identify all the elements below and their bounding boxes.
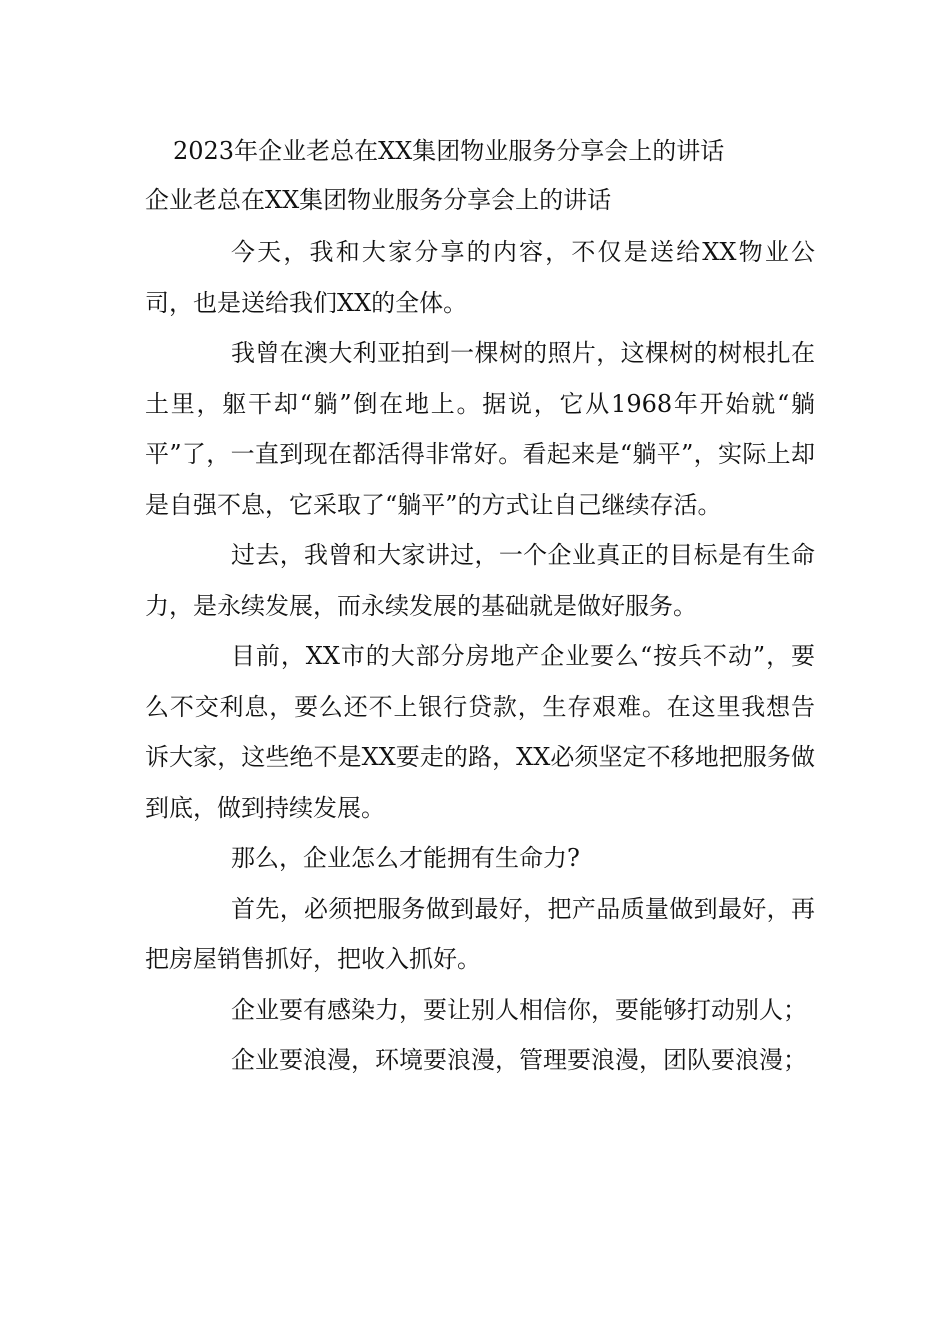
paragraph: 我曾在澳大利亚拍到一棵树的照片，这棵树的树根扎在土里，躯干却“躺”倒在地上。据说，它从1968年开始就“躺平”了，一直到现在都活得非常好。看起来是“躺平”，实际上却是自强不息，它采取了“躺平”的方式让自己继续存活。 xyxy=(145,339,815,519)
document-body xyxy=(145,227,815,1086)
paragraph: 企业要浪漫，环境要浪漫，管理要浪漫，团队要浪漫； xyxy=(231,1046,807,1074)
paragraph: 今天，我和大家分享的内容，不仅是送给XX物业公司，也是送给我们XX的全体。 xyxy=(145,238,815,317)
document-subtitle: 企业老总在XX集团物业服务分享会上的讲话 xyxy=(145,186,612,214)
paragraph: 目前，XX市的大部分房地产企业要么“按兵不动”，要么不交利息，要么还不上银行贷款，生存艰难。在这里我想告诉大家，这些绝不是XX要走的路，XX必须坚定不移地把服务做到底，做到持续发展。 xyxy=(145,642,815,822)
paragraph: 企业要有感染力，要让别人相信你，要能够打动别人； xyxy=(231,995,807,1024)
paragraph: 那么，企业怎么才能拥有生命力? xyxy=(231,844,580,872)
paragraph: 首先，必须把服务做到最好，把产品质量做到最好，再把房屋销售抓好，把收入抓好。 xyxy=(145,894,815,973)
paragraph: 过去，我曾和大家讲过，一个企业真正的目标是有生命力，是永续发展，而永续发展的基础就是做好服务。 xyxy=(145,541,815,620)
document-title: 2023年企业老总在XX集团物业服务分享会上的讲话 xyxy=(173,137,725,165)
